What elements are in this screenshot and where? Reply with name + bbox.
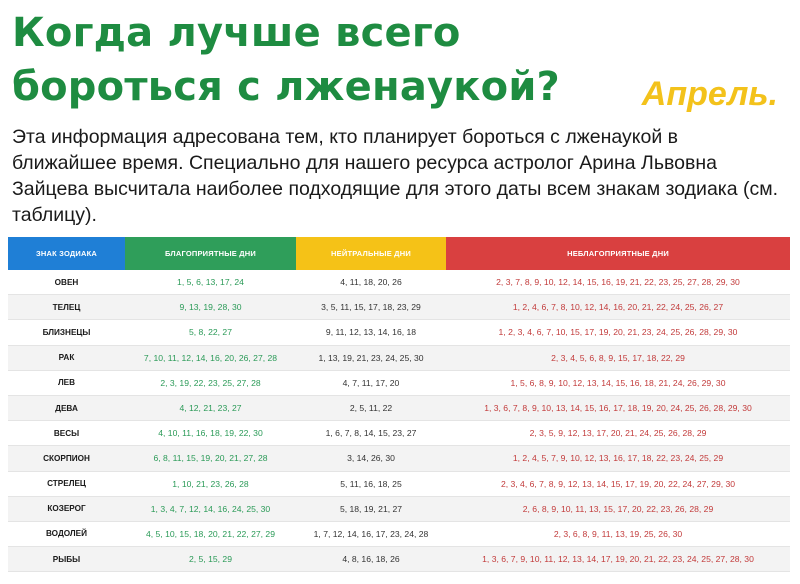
neutral-days-cell: 1, 6, 7, 8, 14, 15, 23, 27	[296, 421, 446, 446]
bad-days-cell: 1, 2, 4, 5, 7, 9, 10, 12, 13, 16, 17, 18, 22, 23, 24, 25, 29	[446, 446, 790, 471]
table-row	[8, 345, 790, 370]
sign-cell: ТЕЛЕЦ	[8, 295, 125, 320]
header-good-days: БЛАГОПРИЯТНЫЕ ДНИ	[125, 237, 296, 270]
table-row	[8, 496, 790, 521]
sign-cell: ДЕВА	[8, 395, 125, 420]
good-days-cell: 6, 8, 11, 15, 19, 20, 21, 27, 28	[125, 446, 296, 471]
neutral-days-cell: 5, 18, 19, 21, 27	[296, 496, 446, 521]
neutral-days-cell: 1, 7, 12, 14, 16, 17, 23, 24, 28	[296, 521, 446, 546]
bad-days-cell: 1, 5, 6, 8, 9, 10, 12, 13, 14, 15, 16, 18, 21, 24, 26, 29, 30	[446, 370, 790, 395]
neutral-days-cell: 2, 5, 11, 22	[296, 395, 446, 420]
table-row	[8, 320, 790, 345]
page-title: Когда лучше всего бороться с лженаукой?	[12, 10, 560, 110]
table-header-row	[8, 237, 790, 270]
table-body	[8, 270, 790, 572]
neutral-days-cell: 4, 8, 16, 18, 26	[296, 547, 446, 572]
sign-cell: ЛЕВ	[8, 370, 125, 395]
bad-days-cell: 2, 3, 7, 8, 9, 10, 12, 14, 15, 16, 19, 21, 22, 23, 25, 27, 28, 29, 30	[446, 270, 790, 295]
neutral-days-cell: 4, 7, 11, 17, 20	[296, 370, 446, 395]
bad-days-cell: 2, 3, 5, 9, 12, 13, 17, 20, 21, 24, 25, 26, 28, 29	[446, 421, 790, 446]
zodiac-table	[8, 237, 790, 572]
good-days-cell: 5, 8, 22, 27	[125, 320, 296, 345]
good-days-cell: 2, 3, 19, 22, 23, 25, 27, 28	[125, 370, 296, 395]
neutral-days-cell: 1, 13, 19, 21, 23, 24, 25, 30	[296, 345, 446, 370]
sign-cell: БЛИЗНЕЦЫ	[8, 320, 125, 345]
bad-days-cell: 1, 3, 6, 7, 9, 10, 11, 12, 13, 14, 17, 19, 20, 21, 22, 23, 24, 25, 27, 28, 30	[446, 547, 790, 572]
bad-days-cell: 2, 3, 4, 6, 7, 8, 9, 12, 13, 14, 15, 17, 19, 20, 22, 24, 27, 29, 30	[446, 471, 790, 496]
sign-cell: РАК	[8, 345, 125, 370]
neutral-days-cell: 5, 11, 16, 18, 25	[296, 471, 446, 496]
bad-days-cell: 1, 2, 3, 4, 6, 7, 10, 15, 17, 19, 20, 21, 23, 24, 25, 26, 28, 29, 30	[446, 320, 790, 345]
sign-cell: КОЗЕРОГ	[8, 496, 125, 521]
bad-days-cell: 1, 3, 6, 7, 8, 9, 10, 13, 14, 15, 16, 17, 18, 19, 20, 24, 25, 26, 28, 29, 30	[446, 395, 790, 420]
sign-cell: ВОДОЛЕЙ	[8, 521, 125, 546]
bad-days-cell: 1, 2, 4, 6, 7, 8, 10, 12, 14, 16, 20, 21, 22, 24, 25, 26, 27	[446, 295, 790, 320]
bad-days-cell: 2, 6, 8, 9, 10, 11, 13, 15, 17, 20, 22, 23, 26, 28, 29	[446, 496, 790, 521]
table-row	[8, 547, 790, 572]
good-days-cell: 1, 3, 4, 7, 12, 14, 16, 24, 25, 30	[125, 496, 296, 521]
table-row	[8, 471, 790, 496]
good-days-cell: 1, 5, 6, 13, 17, 24	[125, 270, 296, 295]
good-days-cell: 2, 5, 15, 29	[125, 547, 296, 572]
header-neutral-days: НЕЙТРАЛЬНЫЕ ДНИ	[296, 237, 446, 270]
sign-cell: ВЕСЫ	[8, 421, 125, 446]
table-row	[8, 521, 790, 546]
good-days-cell: 4, 5, 10, 15, 18, 20, 21, 22, 27, 29	[125, 521, 296, 546]
sign-cell: ОВЕН	[8, 270, 125, 295]
good-days-cell: 9, 13, 19, 28, 30	[125, 295, 296, 320]
sign-cell: РЫБЫ	[8, 547, 125, 572]
table-row	[8, 395, 790, 420]
table-row	[8, 270, 790, 295]
neutral-days-cell: 4, 11, 18, 20, 26	[296, 270, 446, 295]
neutral-days-cell: 9, 11, 12, 13, 14, 16, 18	[296, 320, 446, 345]
neutral-days-cell: 3, 5, 11, 15, 17, 18, 23, 29	[296, 295, 446, 320]
bad-days-cell: 2, 3, 6, 8, 9, 11, 13, 19, 25, 26, 30	[446, 521, 790, 546]
header-bad-days: НЕБЛАГОПРИЯТНЫЕ ДНИ	[446, 237, 790, 270]
table-row	[8, 295, 790, 320]
neutral-days-cell: 3, 14, 26, 30	[296, 446, 446, 471]
month-label: Апрель.	[641, 75, 778, 113]
sign-cell: СТРЕЛЕЦ	[8, 471, 125, 496]
intro-text: Эта информация адресована тем, кто планирует бороться с лженаукой в ближайшее время. Специально для нашего ресурса астролог Арина Львовна Зайцева высчитала наиболее подходящие для этого даты всем знакам зодиака (см. таблицу).	[12, 126, 779, 226]
good-days-cell: 4, 10, 11, 16, 18, 19, 22, 30	[125, 421, 296, 446]
header-sign: ЗНАК ЗОДИАКА	[8, 237, 125, 270]
table-row	[8, 370, 790, 395]
bad-days-cell: 2, 3, 4, 5, 6, 8, 9, 15, 17, 18, 22, 29	[446, 345, 790, 370]
good-days-cell: 7, 10, 11, 12, 14, 16, 20, 26, 27, 28	[125, 345, 296, 370]
sign-cell: СКОРПИОН	[8, 446, 125, 471]
good-days-cell: 1, 10, 21, 23, 26, 28	[125, 471, 296, 496]
table-row	[8, 421, 790, 446]
table-row	[8, 446, 790, 471]
good-days-cell: 4, 12, 21, 23, 27	[125, 395, 296, 420]
